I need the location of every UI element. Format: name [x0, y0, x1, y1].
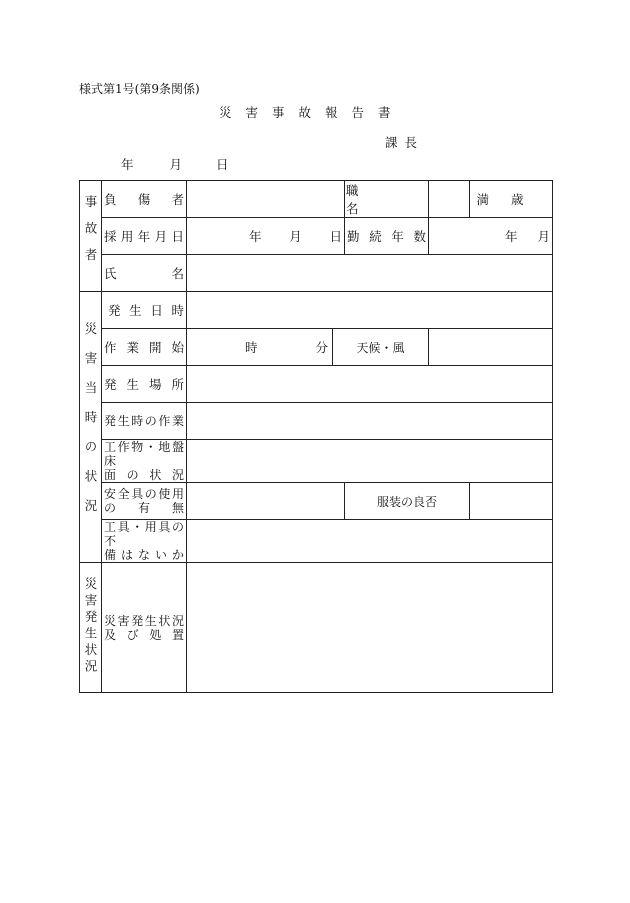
- safety-label-line1: 安全具の使用: [104, 487, 184, 501]
- hire-date-field[interactable]: [187, 218, 345, 255]
- name-label: 氏名: [102, 255, 187, 292]
- tools-field[interactable]: [187, 520, 553, 563]
- age-label: 満歳: [476, 192, 546, 207]
- report-form-table: [79, 180, 553, 693]
- occurrence-time-field[interactable]: [187, 292, 553, 329]
- work-start-label: 作業開始: [102, 329, 187, 366]
- clothing-field[interactable]: [470, 483, 553, 520]
- situation-label-line1: 災害発生状況: [104, 613, 184, 628]
- date-day: 日: [216, 157, 229, 172]
- situation-group-header: [80, 563, 102, 693]
- weather-label: 天候・風: [333, 329, 429, 366]
- work-start-hour: 時: [245, 340, 258, 355]
- structure-label-line2: 面の状況: [104, 468, 184, 482]
- clothing-label: 服装の良否: [345, 483, 470, 520]
- structure-label-cell: [102, 440, 187, 483]
- hire-year: 年: [249, 229, 262, 244]
- place-field[interactable]: [187, 366, 553, 403]
- hire-date-label: 採用年月日: [102, 218, 187, 255]
- safety-field[interactable]: [187, 483, 345, 520]
- work-start-min: 分: [315, 340, 328, 355]
- safety-label-line2: の有無: [104, 501, 184, 515]
- form-reference: 様式第1号(第9条関係): [79, 82, 200, 96]
- victim-group-label: 事故者: [83, 194, 98, 275]
- name-field[interactable]: [187, 255, 553, 292]
- tools-label-line2: 備はないか: [104, 548, 184, 562]
- service-month: 月: [537, 229, 551, 244]
- date-month: 月: [169, 157, 183, 172]
- structure-field[interactable]: [187, 440, 553, 483]
- victim-group-header: [80, 181, 102, 292]
- work-at-time-label: 発生時の作業: [102, 403, 187, 440]
- place-label: 発生場所: [102, 366, 187, 403]
- weather-field[interactable]: [429, 329, 553, 366]
- document-title: 災害事故報告書: [219, 105, 405, 120]
- situation-group-label: 災害発生状況: [83, 576, 98, 676]
- date-year: 年: [121, 157, 134, 172]
- injured-label: 負傷者: [102, 181, 187, 218]
- situation-label-line2: 及び処置: [104, 627, 184, 642]
- situation-label-cell: [102, 563, 187, 693]
- occurrence-time-label: 発生日時: [102, 292, 187, 329]
- service-field[interactable]: [429, 218, 553, 255]
- structure-label-line1: 工作物・地盤床: [104, 440, 184, 468]
- service-year: 年: [505, 229, 518, 244]
- work-at-time-field[interactable]: [187, 403, 553, 440]
- job-field[interactable]: [429, 181, 470, 218]
- circumstances-group-header: [80, 292, 102, 563]
- safety-label-cell: [102, 483, 187, 520]
- injured-field[interactable]: [187, 181, 345, 218]
- hire-day: 日: [329, 229, 343, 244]
- section-chief-label: 課長: [385, 135, 425, 150]
- work-start-field[interactable]: [187, 329, 333, 366]
- situation-field[interactable]: [187, 563, 553, 693]
- circumstances-group-label: 災害当時の状況: [83, 322, 98, 529]
- report-date-line: [121, 155, 229, 173]
- hire-month: 月: [289, 229, 302, 244]
- age-field[interactable]: [470, 181, 553, 218]
- tools-label-line1: 工具・用具の不: [104, 520, 184, 548]
- service-label: 勤続年数: [345, 218, 429, 255]
- tools-label-cell: [102, 520, 187, 563]
- job-label-cell: [345, 181, 429, 218]
- job-label: 職名: [346, 183, 389, 216]
